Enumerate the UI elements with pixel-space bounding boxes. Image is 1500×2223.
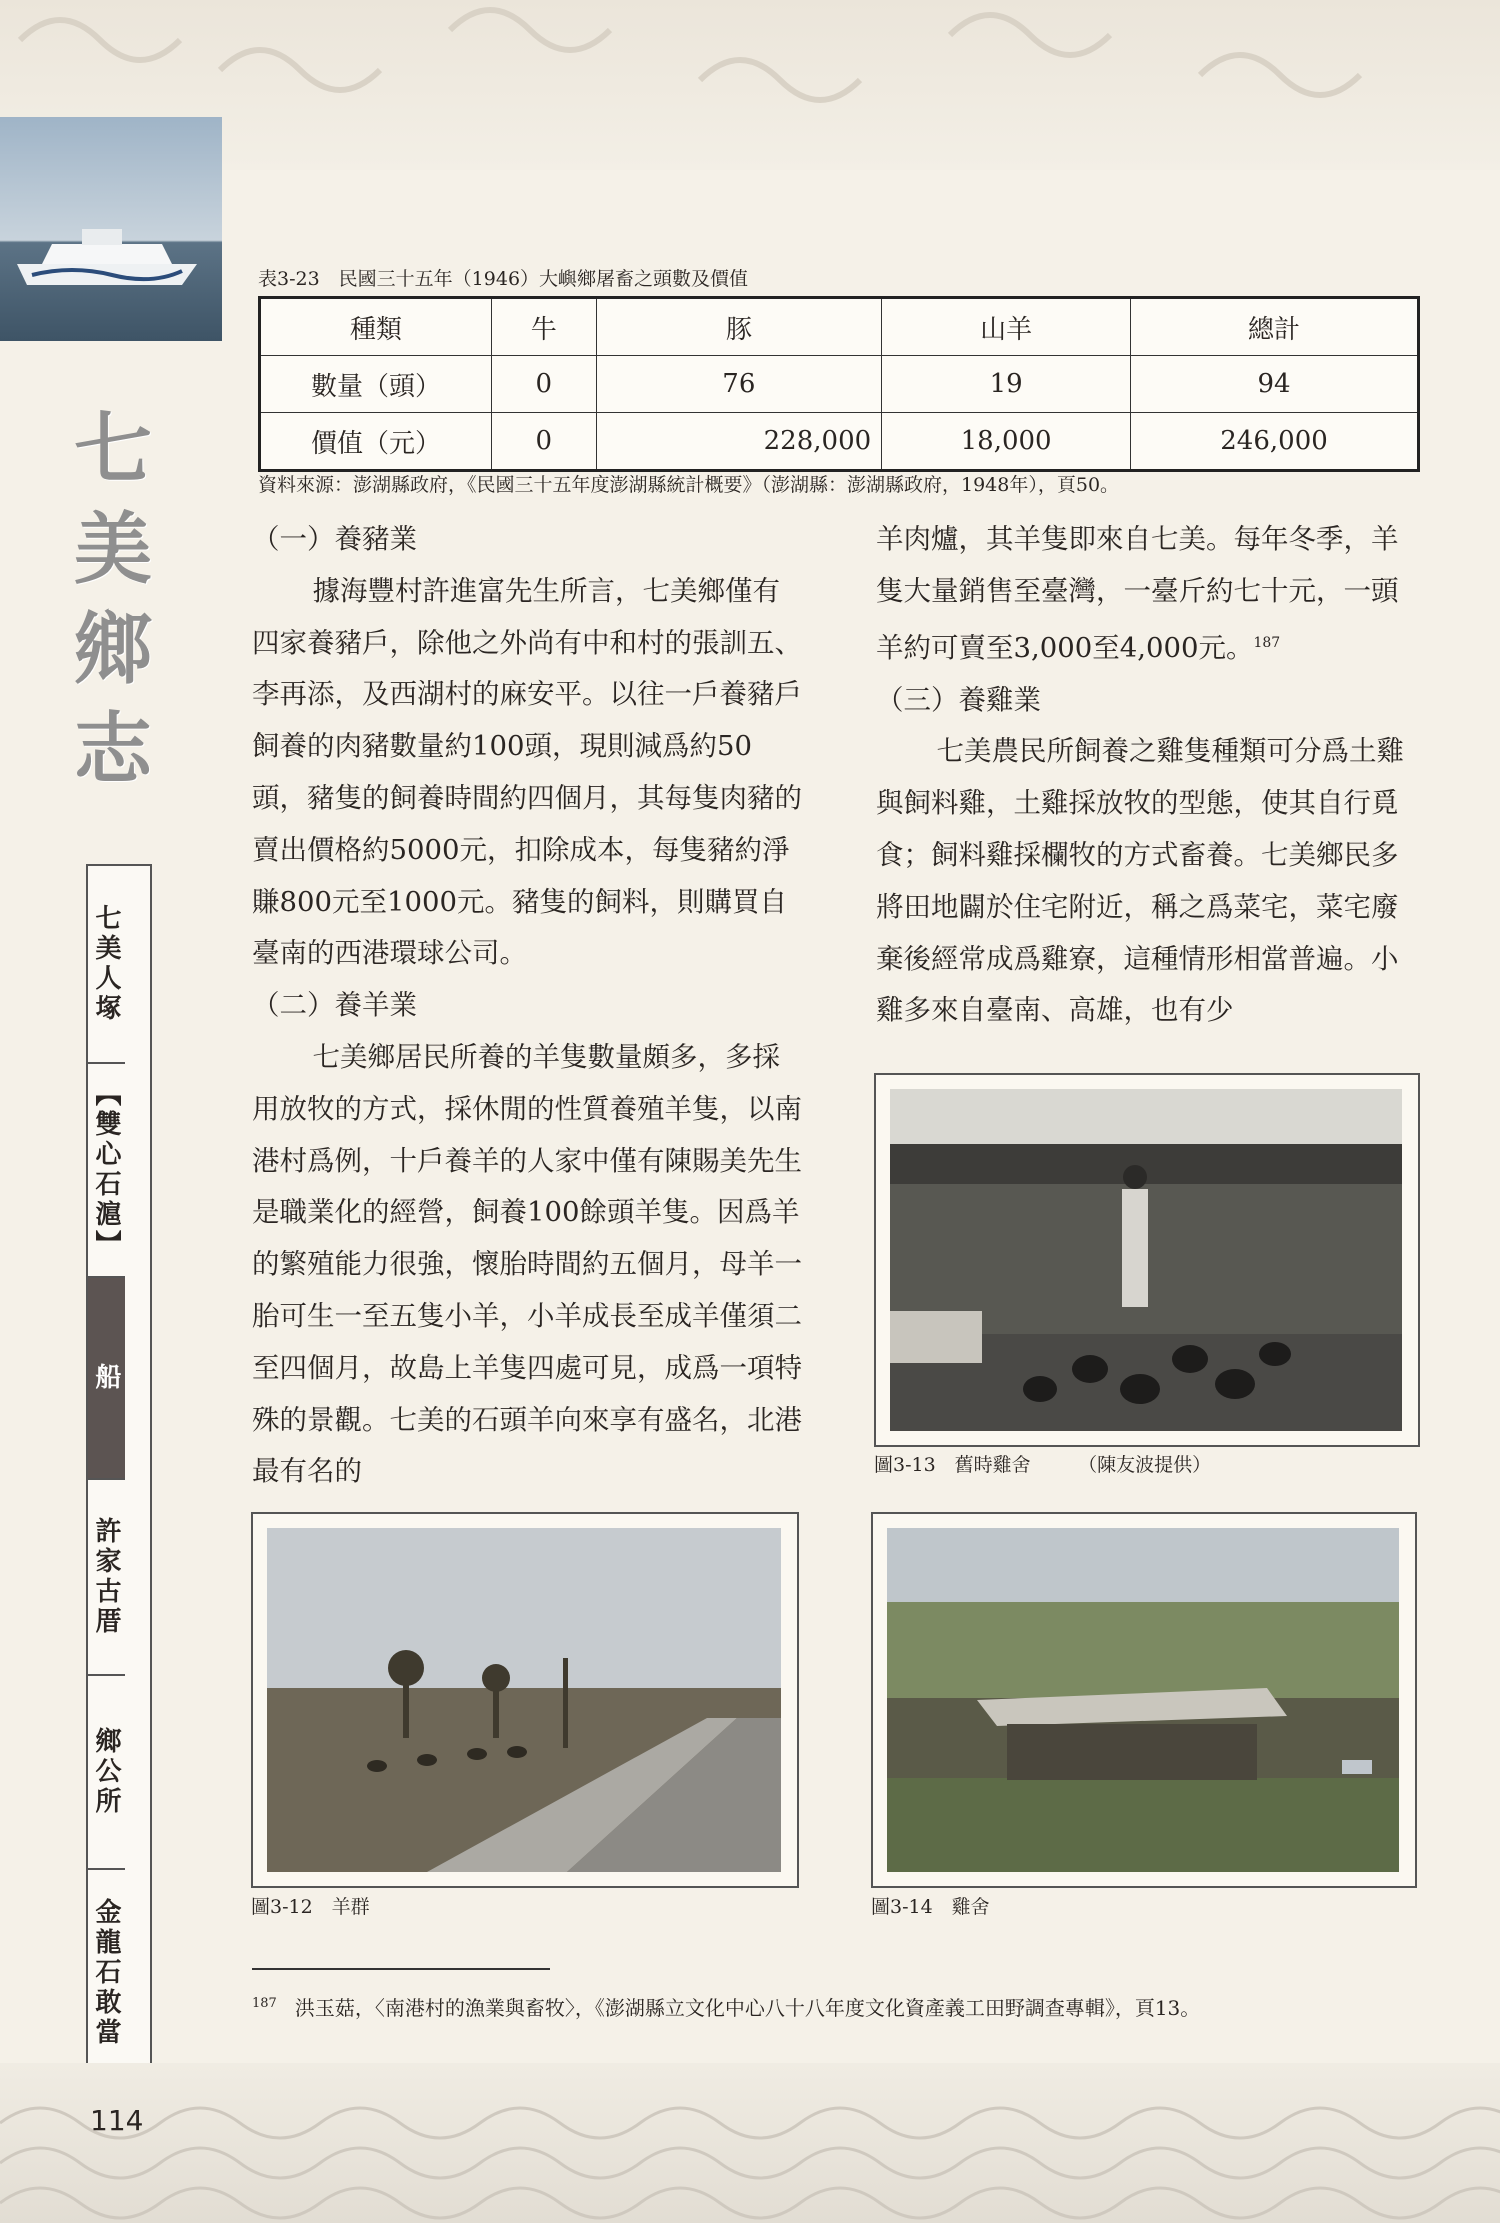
- footnote-ref[interactable]: 187: [1253, 634, 1281, 651]
- table-cell: 0: [492, 356, 597, 413]
- footnote: [252, 1992, 1200, 2021]
- tab-twin-hearts-weir[interactable]: 【雙心石滬】: [88, 1064, 125, 1278]
- table-header-cell: 牛: [492, 298, 597, 356]
- figure-3-14-frame: [871, 1512, 1417, 1888]
- tab-golden-dragon-stone[interactable]: 金龍石敢當: [91, 1898, 121, 2048]
- wave-pattern-footer: [0, 2063, 1500, 2223]
- old-chicken-coop-photo: [890, 1089, 1402, 1431]
- page-number: 114: [90, 2104, 144, 2137]
- table-source: 資料來源：澎湖縣政府，《民國三十五年度澎湖縣統計概要》（澎湖縣：澎湖縣政府，1948年），頁50。: [258, 474, 1120, 496]
- chapter-tabs: [86, 864, 152, 2078]
- title-char: 美: [73, 504, 152, 595]
- cloud-pattern-header: [0, 0, 1500, 170]
- table-cell: 76: [596, 356, 882, 413]
- paragraph-pigs: 據海豐村許進富先生所言，七美鄉僅有四家養豬戶，除他之外尚有中和村的張訓五、李再添，及西湖村的麻安平。以往一戶養豬戶飼養的肉豬數量約100頭，現則減爲約50頭，豬隻的飼養時間約四個月，其每隻肉豬的賣出價格約5000元，扣除成本，每隻豬約淨賺800元至1000元。豬隻的飼料，則購買自臺南的西港環球公司。: [252, 574, 802, 970]
- table-cell: 94: [1131, 356, 1419, 413]
- table-header-cell: 豚: [596, 298, 882, 356]
- wave-ornament-icon: [0, 2063, 1500, 2223]
- chicken-coop-photo: [887, 1528, 1399, 1872]
- tab-qimei-tomb[interactable]: 七美人塚: [88, 866, 125, 1064]
- figure-3-13-caption: 圖3-13 舊時雞舍 （陳友波提供）: [874, 1454, 1212, 1476]
- section-heading-pigs: （一）養豬業: [252, 523, 417, 555]
- table-cell: 18,000: [882, 413, 1131, 471]
- title-char: 七: [73, 404, 152, 495]
- ferry-photo: [0, 117, 222, 341]
- tab-township-office[interactable]: 鄉公所: [88, 1676, 125, 1870]
- footnote-number: 187: [252, 1996, 277, 2012]
- cloud-ornament-icon: [0, 0, 1500, 170]
- table-header-cell: 總計: [1131, 298, 1419, 356]
- ferry-boat-icon: [12, 219, 202, 289]
- footnote-divider: [252, 1968, 550, 1970]
- section-heading-chickens: （三）養雞業: [876, 683, 1041, 716]
- title-char: 鄉: [73, 604, 152, 695]
- table-header-cell: 種類: [260, 298, 492, 356]
- paragraph-text: 羊肉爐，其羊隻即來自七美。每年冬季，羊隻大量銷售至臺灣，一臺斤約七十元，一頭羊約可賣至3,000至4,000元。: [876, 523, 1399, 664]
- paragraph-goats-cont: [876, 514, 1424, 675]
- tab-xu-family-house[interactable]: 許家古厝: [88, 1480, 125, 1676]
- paragraph-goats: 七美鄉居民所養的羊隻數量頗多，多採用放牧的方式，採休閒的性質養殖羊隻，以南港村爲例，十戶養羊的人家中僅有陳賜美先生是職業化的經營，飼養100餘頭羊隻。因爲羊的繁殖能力很強，懷胎時間約五個月，母羊一胎可生一至五隻小羊，小羊成長至成羊僅須二至四個月，故島上羊隻四處可見，成爲一項特殊的景觀。七美的石頭羊向來享有盛名，北港最有名的: [252, 1040, 802, 1488]
- table-header-cell: 山羊: [882, 298, 1131, 356]
- table-cell: 228,000: [596, 413, 882, 471]
- table-cell: 246,000: [1131, 413, 1419, 471]
- table-row: [260, 413, 1419, 471]
- book-title-vertical: [58, 400, 168, 800]
- table-caption: 表3-23 民國三十五年（1946）大嶼鄉屠畜之頭數及價值: [258, 268, 749, 290]
- title-char: 志: [73, 704, 152, 795]
- right-column: [876, 514, 1424, 1037]
- table-row: [260, 356, 1419, 413]
- table-cell: 0: [492, 413, 597, 471]
- tab-boat[interactable]: 船: [88, 1278, 125, 1480]
- figure-3-12-frame: [251, 1512, 799, 1888]
- left-column: [252, 514, 804, 1498]
- table-cell: 價值（元）: [260, 413, 492, 471]
- livestock-table: [258, 296, 1420, 472]
- footnote-text: 洪玉菇，〈南港村的漁業與畜牧〉，《澎湖縣立文化中心八十八年度文化資產義工田野調查專輯》，頁13。: [294, 1996, 1201, 2020]
- paragraph-chickens: 七美農民所飼養之雞隻種類可分爲土雞與飼料雞，土雞採放牧的型態，使其自行覓食；飼料雞採欄牧的方式畜養。七美鄉民多將田地闢於住宅附近，稱之爲菜宅，菜宅廢棄後經常成爲雞寮，這種情形相當普遍。小雞多來自臺南、高雄，也有少: [876, 735, 1404, 1027]
- table-cell: 數量（頭）: [260, 356, 492, 413]
- figure-3-14-caption: 圖3-14 雞舍: [871, 1896, 990, 1918]
- figure-3-13-frame: [874, 1073, 1420, 1447]
- goat-herd-photo: [267, 1528, 781, 1872]
- section-heading-goats: （二）養羊業: [252, 989, 417, 1022]
- table-header-row: [260, 298, 1419, 356]
- figure-3-12-caption: 圖3-12 羊群: [251, 1896, 370, 1918]
- table-cell: 19: [882, 356, 1131, 413]
